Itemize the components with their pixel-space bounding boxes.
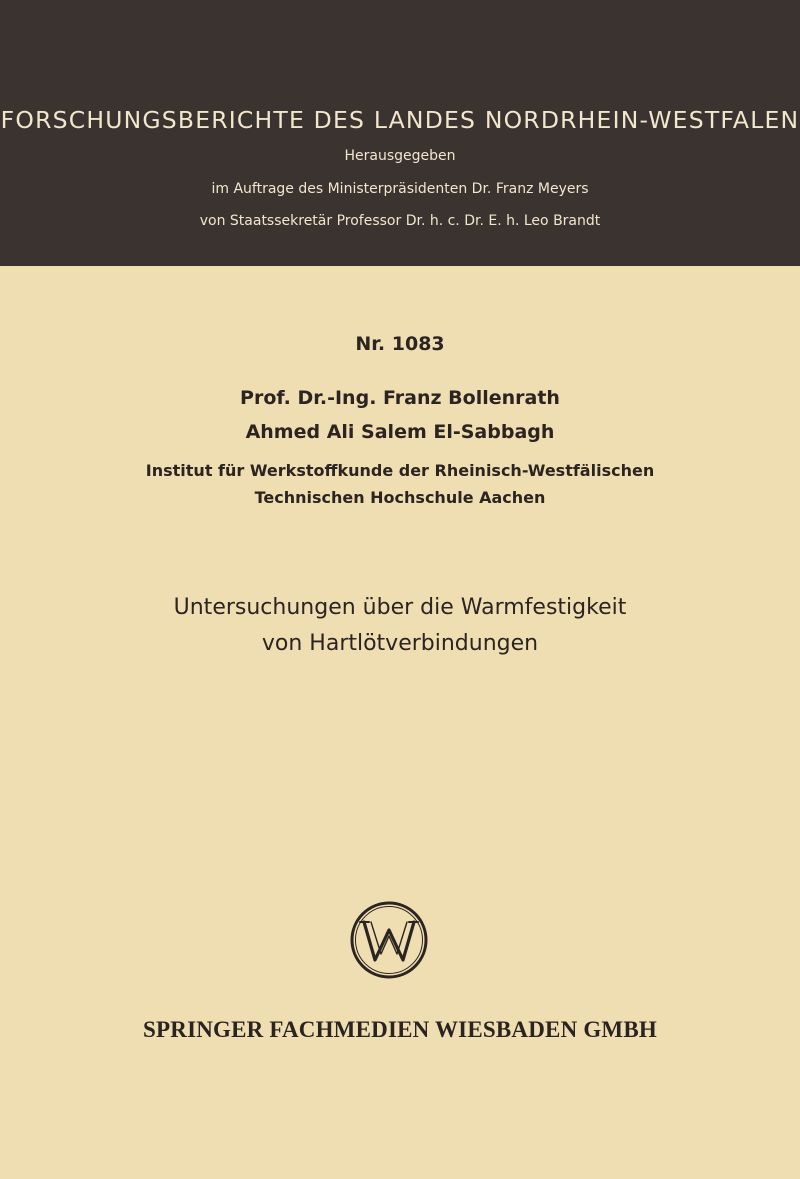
report-number: Nr. 1083	[355, 333, 445, 355]
institute-line-1: Institut für Werkstoffkunde der Rheinisch-Westfälischen	[145, 461, 655, 480]
editor-line-ministerpraesident: im Auftrage des Ministerpräsidenten Dr. Franz Meyers	[211, 181, 589, 197]
institute-line-2: Technischen Hochschule Aachen	[254, 488, 546, 507]
book-title-line-2: von Hartlötverbindungen	[261, 631, 539, 656]
editor-line-herausgegeben: Herausgegeben	[344, 148, 456, 164]
editor-line-staatssekretaer: von Staatssekretär Professor Dr. h. c. Dr. E. h. Leo Brandt	[199, 213, 601, 229]
author-2: Ahmed Ali Salem El-Sabbagh	[245, 421, 555, 443]
header-band	[0, 0, 800, 266]
series-title: FORSCHUNGSBERICHTE DES LANDES NORDRHEIN-WESTFALEN	[0, 106, 800, 134]
author-1: Prof. Dr.-Ing. Franz Bollenrath	[240, 387, 560, 409]
book-title-line-1: Untersuchungen über die Warmfestigkeit	[173, 595, 627, 620]
publisher-name: SPRINGER FACHMEDIEN WIESBADEN GMBH	[143, 1017, 657, 1042]
westdeutscher-verlag-w-logo-icon	[349, 900, 429, 980]
